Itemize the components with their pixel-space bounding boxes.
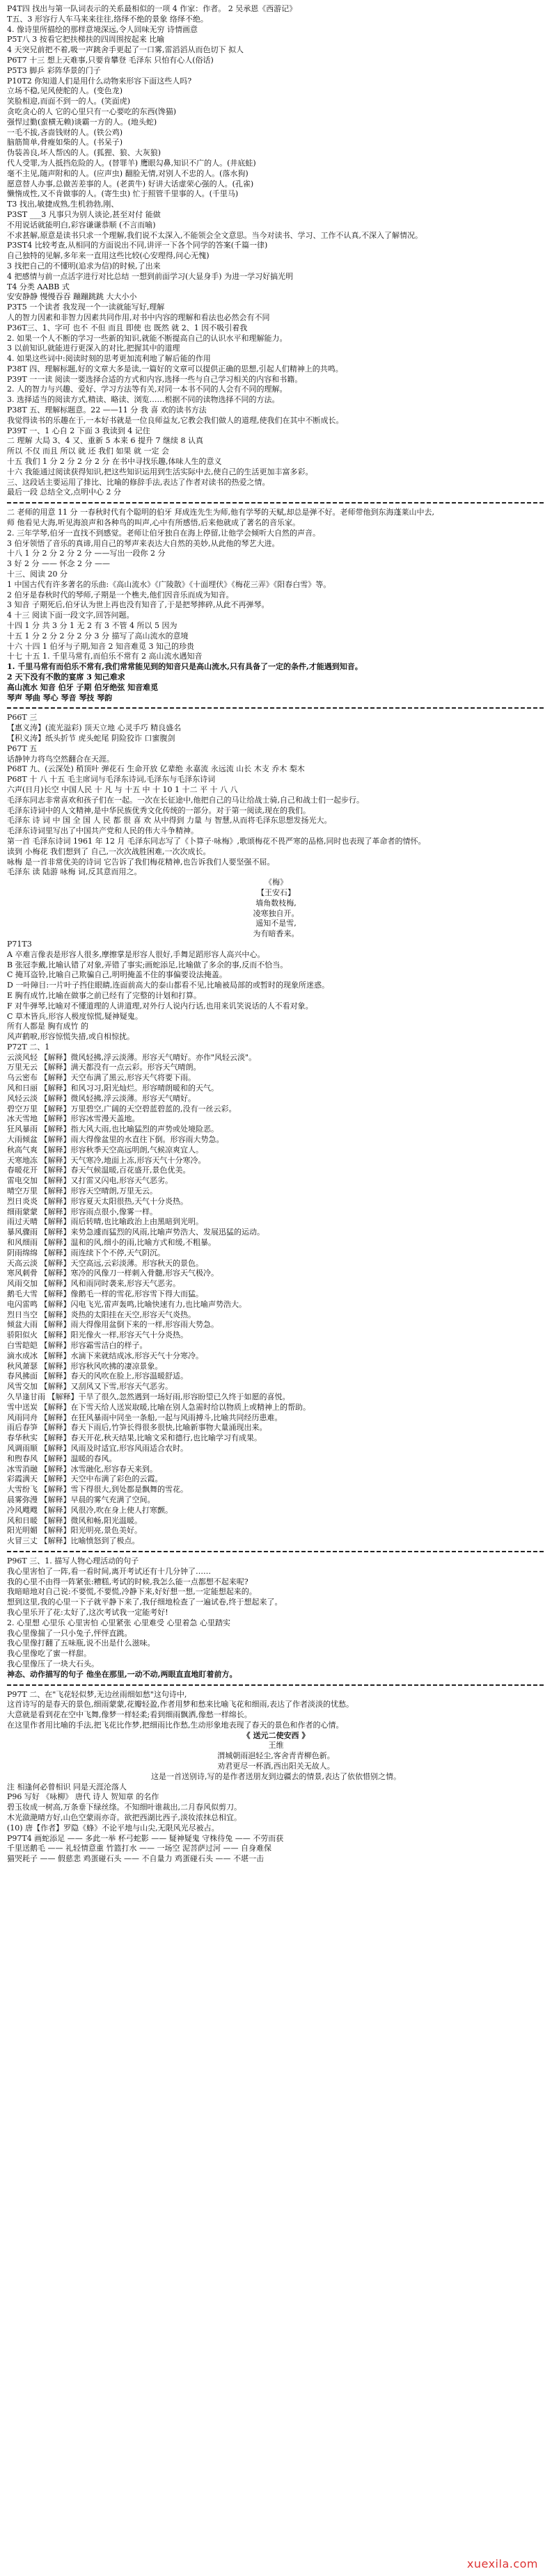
idiom-line: 雪中送炭 【解释】在下雪天给人送炭取暖,比喻在别人急需时给以物质上或精神上的帮助。	[7, 1402, 310, 1412]
poem-line: 凌寒独自开。	[253, 908, 299, 918]
poem-line: 遥知不是雪,	[255, 919, 297, 928]
text-line: 毛泽东诗词里写出了中国共产党和人民的伟大斗争精神。	[7, 826, 198, 836]
idiom-line: 风轻云淡 【解释】微风轻拂,浮云淡薄。形容天气晴好。	[7, 1093, 196, 1103]
poem2-line: 劝君更尽一杯酒,西出阳关无故人。	[217, 1762, 335, 1771]
poem2-author: 王维	[268, 1741, 284, 1750]
idiom-line: 鹅毛大雪 【解释】像鹅毛一样的雪花,形容雪下得大而猛。	[7, 1289, 203, 1299]
text-line: T五、3 形容行人车马来来往往,络绎不绝的景象 络绎不绝。	[7, 14, 208, 24]
idiom-line: 春风拂面 【解释】春天的风吹在脸上,形容温暖舒适。	[7, 1371, 188, 1381]
text-line: 我心里像打翻了五味瓶,说不出是什么滋味。	[7, 1639, 155, 1648]
text-line: 毫不主见,随声附和的人。(应声虫) 翻脸无情,对别人不忠的人。(落水狗)	[7, 168, 249, 178]
idiom-line: 大雪纷飞 【解释】雪下得很大,到处都是飘舞的雪花。	[7, 1485, 188, 1495]
text-line: 十六 我能通过阅读获得知识,把这些知识运用到生活实际中去,使自己的生活更加丰富多彩。	[7, 467, 313, 476]
text-line: 想到这里,我的心里一下子就平静下来了,我仔细地检查了一遍试卷,终于想起来了。	[7, 1597, 283, 1607]
text-line: P96 写好 《咏柳》 唐代 诗人 贺知章 的名作	[7, 1792, 159, 1802]
music-section	[7, 570, 545, 662]
text-line: T4 分类 AABB 式	[7, 282, 70, 291]
middle-section	[7, 508, 545, 570]
text-line: 十八 1 分 2 分 2 分 2 分 ——写出一段你 2 分	[7, 549, 166, 558]
text-line: 1 中国古代有许多著名的乐曲:《高山流水》《广陵散》《十面埋伏》《梅花三弄》《阳春白雪》等。	[7, 579, 331, 589]
text-line: C 草木皆兵,形容人极度惊慌,疑神疑鬼。	[7, 1011, 143, 1021]
idiom-line: 狂风暴雨 【解释】指大风大雨,也比喻猛烈的声势或处境险恶。	[7, 1125, 219, 1134]
text-line: P97T4 画蛇添足 —— 多此一举 杯弓蛇影 —— 疑神疑鬼 守株待兔 —— 不劳而获	[7, 1833, 284, 1843]
idiom-line: 烈日炎炎 【解释】形容夏天太阳很热,天气十分炎热。	[7, 1196, 188, 1206]
text-line: P5T八 3 按看它把扶梯扶的四周围按起来 比喻	[7, 35, 165, 45]
text-line: 我暗暗地对自己说:不要慌,不要慌,冷静下来,好好想一想,一定能想起来的。	[7, 1587, 257, 1597]
text-line: 3 找把自己的不懂明(追求为信)的时候,了出来	[7, 261, 161, 271]
divider	[7, 1551, 545, 1552]
idiom-line: 电闪雷鸣 【解释】闪电飞光,雷声轰鸣,比喻快速有力,也比喻声势浩大。	[7, 1299, 246, 1309]
idiom-line: 阴雨绵绵 【解释】雨连续下个不停,天气阴沉。	[7, 1248, 165, 1257]
divider	[7, 1684, 545, 1686]
text-line: 3. 选择适当的阅读方式,精读、略读、浏览……根据不同的读物选择不同的方法。	[7, 395, 280, 405]
text-line: P4T四 找出与第一队词表示的关系最相似的一项 4 作家：作者。 2 吴承恩《西游记》	[7, 4, 297, 13]
text-line: 六声(日月)长空 中国人民 十 凡 与 十五 中 十 10 1 十二 平 十 八 八	[7, 784, 238, 794]
text-line: P66T 三	[7, 713, 38, 723]
text-line: 风声鹤唳,形容惊慌失措,或自相惊扰。	[7, 1032, 134, 1042]
text-line: 十四 1 分 共 3 分 1 无 2 有 3 不管 4 所以 5 因为	[7, 621, 178, 631]
poem-block	[7, 878, 545, 940]
text-line: P38T 四、理解标题,好的文章大多是读,一篇好的文章可以提供正确的思想,引起人们精神上的共鸣。	[7, 364, 343, 373]
idiom-line: 万里无云 【解释】满天都没有一点云彩。形容天气晴朗。	[7, 1063, 201, 1072]
bold-text-line: 琴声 琴曲 琴心 琴音 琴技 琴韵	[7, 693, 113, 702]
bottom-section	[7, 1782, 545, 1865]
p66-section	[7, 713, 545, 878]
idiom-line: 倾盆大雨 【解释】雨大得像用盆倒下来的一样,形容雨大势急。	[7, 1320, 219, 1330]
text-line: 2. 三年学琴,伯牙一直找不到感觉。老师让伯牙独自在海上停留,让他学会倾听大自然的声音。	[7, 528, 320, 538]
idiom-line: 风调雨顺 【解释】风雨及时适宜,形容风雨适合农时。	[7, 1443, 188, 1453]
text-line: 三、这段话主要运用了排比、比喻的修辞手法,表达了作者对读书的热爱之情。	[7, 477, 270, 487]
idiom-line: 碧空万里 【解释】万里碧空,广阔的天空碧蓝碧蓝的,没有一丝云彩。	[7, 1104, 237, 1113]
text-line: 愿意替人办事,总做苦差事的人。(老黄牛) 好讲大话虚荣心强的人。(孔雀)	[7, 179, 254, 188]
idiom-line: 骄阳似火 【解释】阳光像火一样,形容天气十分炎热。	[7, 1330, 188, 1340]
text-line: 懒惰成性,又不肯做事的人。(寄生虫) 忙于照管千里事的人。(千里马)	[7, 189, 239, 199]
text-line: C 掩耳盗铃,比喻自己欺骗自己,明明掩盖不住的事偏要设法掩盖。	[7, 970, 227, 980]
text-line: P68T 九、(云深处) 稍顶叶 弹花石 生命开放 亿辈绝 永嘉流 永远流 山长 木支 乔木 梨木	[7, 764, 305, 774]
text-line: 碧玉妆成一树高,万条垂下绿丝绦。不知细叶谁裁出,二月春风似剪刀。	[7, 1803, 242, 1812]
idiom-line: 风雨同舟 【解释】在狂风暴雨中同坐一条船,一起与风雨搏斗,比喻共同经历患难。	[7, 1412, 283, 1422]
text-line: 我心里像压了一块大石头。	[7, 1659, 99, 1668]
idiom-line: 细雨蒙蒙 【解释】形容雨点很小,像雾一样。	[7, 1207, 157, 1216]
idiom-line: 和煦春风 【解释】温暖的春风。	[7, 1454, 117, 1463]
idiom-line: 天寒地冻 【解释】天气寒冷,地面上冻,形容天气十分寒冷。	[7, 1155, 206, 1165]
idiom-line: 寒风刺骨 【解释】寒冷的风像刀一样刺入骨髓,形容天气极冷。	[7, 1269, 219, 1278]
text-line: 最后一段 总结全文,点明中心 2 分	[7, 488, 121, 497]
p97-section	[7, 1690, 545, 1731]
text-line: 木光潋滟晴方好,山色空蒙雨亦奇。欲把西湖比西子,淡妆浓抹总相宜。	[7, 1813, 242, 1823]
text-line: 所以 不仅 而且 所以 就 还 我们 如果 就 一定 会	[7, 446, 169, 456]
bold-text-line: 2 天下没有不散的宴席 3 知己难求	[7, 673, 125, 682]
text-line: 2. 心里想 心里乐 心里害怕 心里紧张 心里难受 心里着急 心里踏实	[7, 1618, 230, 1627]
text-line: 十五 我们 1 分 2 分 2 分 2 分 在书中寻找乐趣,体味人生的意义	[7, 457, 222, 467]
text-line: P68T 十 八 十五 毛主席词与毛泽东诗词,毛泽东与毛泽东诗词	[7, 775, 216, 784]
text-line: 人的智力因素和非智力因素共同作用,对书中内容的理解和看法也必然会有不同	[7, 312, 270, 322]
text-line: 这首诗写的是春天的景色,细雨蒙蒙,花瓣轻盈,作者用梦和愁来比喻飞花和细雨,表达了作者淡淡的忧愁。	[7, 1700, 354, 1709]
text-line: 十六 十四 1 伯牙与子期,知音 2 知音难觅 3 知己的珍贵	[7, 641, 194, 651]
text-line: 2. 如果一个人不断的学习一些新的知识,就能不断提高自己的认识水平和理解能力。	[7, 333, 287, 343]
text-line: 不求甚解,原意是读书只求一个理解,我们说不太深入,不能领会全文意思。当今对读书、学习、工作不认真,不深入了解情况。	[7, 230, 423, 240]
text-line: 3 以前知识,就能进行更深入的对比,把握其中的道理	[7, 344, 180, 353]
idiom-line: 暴风骤雨 【解释】来势急遽而猛烈的风雨,比喻声势浩大、发展迅猛的运动。	[7, 1227, 265, 1237]
text-line: 我心里像揣了一只小兔子,怦怦直跳。	[7, 1628, 132, 1638]
idiom-line: 火冒三丈 【解释】比喻愤怒到了极点。	[7, 1536, 140, 1546]
text-line: 一毛不拔,吝啬钱财的人。(铁公鸡)	[7, 127, 123, 137]
text-line: 贪吃贪心的人 它的心里只有一心要吃的东西(馋猫)	[7, 106, 177, 116]
idiom-line: 秋风萧瑟 【解释】形容秋风吹拂的凄凉景象。	[7, 1361, 163, 1371]
idiom-line: 雨后春笋 【解释】春天下雨后,竹笋长得很多很快,比喻新事物大量涌现出来。	[7, 1423, 267, 1433]
idiom-line: 冰天雪地 【解释】形容冰雪漫天盖地。	[7, 1114, 140, 1124]
text-line: 读到 小梅花 我们想到了 自己,一次次战胜困难,一次次成长。	[7, 846, 211, 856]
poem-line: 墙角数枝梅,	[255, 898, 297, 908]
idiom-line: 雷电交加 【解释】又打雷又闪电,形容天气恶劣。	[7, 1176, 173, 1186]
text-line: 毛泽东 诗 词 中 国 全 国 人 民 都 很 喜 欢 从中得到 力量 与 智慧,从而将毛泽东思想发扬光大。	[7, 816, 332, 826]
idiom-line: 烈日当空 【解释】炎热的太阳挂在天空,形容天气炎热。	[7, 1310, 196, 1319]
text-line: P97T 二、在"飞花轻似梦,无边丝雨细如愁"这句诗中,	[7, 1689, 187, 1699]
idiom-line: 冷风飕飕 【解释】风很冷,吹在身上使人打寒颤。	[7, 1505, 173, 1515]
idiom-line: 风雪交加 【解释】又刮风又下雪,形容天气恶劣。	[7, 1382, 173, 1392]
text-line: 猫哭耗子 —— 假慈悲 鸡蛋碰石头 —— 不自量力 鸡蛋碰石头 —— 不堪一击	[7, 1854, 264, 1864]
text-line: 所有人都是 胸有成竹 的	[7, 1022, 88, 1031]
idiom-line: 风雨交加 【解释】风和雨同时袭来,形容天气恶劣。	[7, 1279, 180, 1289]
text-line: E 胸有成竹,比喻在做事之前已经有了完整的计划和打算。	[7, 990, 202, 1000]
text-line: F 对牛弹琴,比喻对不懂道理的人讲道理,对外行人说内行话,也用来讥笑说话的人不看对象。	[7, 1001, 313, 1011]
idiom-line: 云淡风轻 【解释】微风轻拂,浮云淡薄。形容天气晴好。亦作"风轻云淡"。	[7, 1052, 257, 1062]
text-line: 在这里作者用比喻的手法,把飞花比作梦,把细雨比作愁,生动形象地表现了春天的景色和作者的心情。	[7, 1720, 344, 1730]
text-line: 毛泽东诗词中的人文精神,是中华民族优秀文化传统的一部分。对于第一阅读,现在的我们。	[7, 805, 310, 815]
divider	[7, 502, 545, 504]
text-line: 笑脸相迎,而面不到一的人。(笑面虎)	[7, 97, 131, 106]
text-line: P39T 一一读 阅读一要选择合适的方式和内容,选择一些与自己学习相关的内容和书籍。	[7, 374, 303, 384]
text-line: 咏梅 是一首非常优美的诗词 它告诉了我们梅花精神,也告诉我们人要坚强不屈。	[7, 857, 275, 867]
idiom-line: 冰雪消融 【解释】冰雪融化,形容春天来到。	[7, 1464, 157, 1474]
idiom-line: 晨雾弥漫 【解释】早晨的雾气充满了空间。	[7, 1495, 155, 1504]
poem-line: 为有暗香来。	[253, 929, 299, 939]
text-line: 3 好 2 分 —— 怀念 2 分 ——	[7, 559, 110, 569]
text-line: 我心里乐开了花:太好了,这次考试我一定能考好!	[7, 1607, 168, 1617]
idiom-line: 大雨倾盆 【解释】雨大得像盆里的水直往下倒。形容雨大势急。	[7, 1135, 224, 1145]
idiom-line: 久旱逢甘雨 【解释】干旱了很久,忽然遇到一场好雨,形容盼望已久终于如愿的喜悦。	[7, 1392, 290, 1401]
bold-text-line: 1. 千里马常有而伯乐不常有,我们常常能见到的知音只是高山流水,只有具备了一定的条件,才能遇到知音。	[7, 662, 363, 672]
idiom-line: 天高云淡 【解释】天空高远,云彩淡薄。形容秋天的景色。	[7, 1258, 203, 1268]
text-line: 安安静静 慢慢吞吞 蹦蹦跳跳 大大小小	[7, 292, 137, 302]
text-line: 2. 人的智力与兴趣、爱好、学习方法等有关,对同一本书不同的人会有不同的理解。	[7, 385, 287, 394]
divider	[7, 707, 545, 709]
text-line: 大意就是看到花在空中飞舞,像梦一样轻柔;看到细雨飘洒,像愁一样绵长。	[7, 1710, 252, 1720]
text-line: 千里送鹅毛 —— 礼轻情意重 竹篮打水 —— 一场空 泥菩萨过河 —— 自身难保	[7, 1844, 271, 1853]
idiom-line: 阳光明媚 【解释】阳光明亮,景色美好。	[7, 1526, 142, 1536]
text-line: 强悍过勤(蛮横无赖)谈霸一方的人。(地头蛇)	[7, 117, 157, 127]
idiom-line: 白雪皑皑 【解释】形容霜雪洁白的样子。	[7, 1341, 148, 1350]
text-line: 4 十三 阅读下面一段文字,回答问题。	[7, 611, 134, 620]
text-line: 【惠义涛】(流光溢彩) 顶天立地 心灵手巧 精良盛名	[7, 723, 182, 733]
text-line: 4 天突兄前把不着,吸一声跳舍手更起了一口雾,雷滔滔从而色切下 拟人	[7, 45, 244, 55]
text-line: D 一叶障目:一片叶子挡住眼睛,连面前高大的泰山都看不见,比喻被局部的或暂时的现象所迷惑。	[7, 981, 330, 990]
text-line: 第一首 毛泽东诗词 1961 年 12 月 毛泽东同志写了《卜算子·咏梅》,歌颂梅花不畏严寒的品格,同时也表现了革命者的情怀。	[7, 836, 426, 846]
text-line: 立场不稳,见风使舵的人。(变色龙)	[7, 86, 123, 96]
idiom-line: P72T 二、1	[7, 1042, 50, 1052]
bold-text-line: 高山流水 知音 伯牙 子期 伯牙绝弦 知音难觅	[7, 682, 159, 692]
text-line: 3 伯牙领悟了音乐的真谛,用自己的琴声来表达大自然的美妙,从此他的琴艺大进。	[7, 538, 280, 548]
idiom-line: 滴水成冰 【解释】水滴下来就结成冰,形容天气十分寒冷。	[7, 1351, 203, 1360]
text-line: P3ST ___3 凡事只为别人谈论,甚至对付 能做	[7, 209, 161, 219]
poem2-line: 渭城朝雨浥轻尘,客舍青青柳色新。	[217, 1751, 335, 1761]
text-line: 代人受罪,为人抵挡危险的人。(替罪羊) 鹰眼勾鼻,知识不广的人。(井底蛙)	[7, 158, 256, 168]
text-line: A 卒难言像表是形容人很多,摩擦掌是形容人很好,手舞足蹈形容人高兴中心。	[7, 949, 265, 959]
idiom-line: 春暖花开 【解释】春天气候温暖,百花盛开,景色优美。	[7, 1166, 191, 1175]
poem-title: 《梅》	[265, 878, 287, 887]
text-line: 二 老师的用意 11 分 一春秋时代有个聪明的伯牙 拜成连先生为师,他有学琴的天赋,却总是弹不好。老师带他到东海蓬莱山中去,	[7, 508, 434, 517]
text-line: 十三、阅读 20 分	[7, 570, 68, 579]
poem2-block	[7, 1731, 545, 1782]
text-line: 我觉得读书的乐趣在于,一本好书就是一位良师益友,它教会我们做人的道理,使我们在其中不断成长。	[7, 415, 344, 425]
idiom-line: 风和日暖 【解释】微风和畅,阳光温暖。	[7, 1515, 142, 1525]
poem-author: 【王安石】	[257, 887, 295, 897]
text-line: 3 知音 子期死后,伯牙认为世上再也没有知音了,于是把琴摔碎,从此不再弹琴。	[7, 600, 269, 610]
text-line: P38T 五、理解标题意。22 ——11 分 我 喜 欢的读书方法	[7, 405, 207, 415]
text-line: B 张冠李戴,比喻认错了对象,弄错了事实;画蛇添足,比喻做了多余的事,反而不恰当。	[7, 960, 288, 969]
site-watermark: xuexila.com	[466, 2557, 538, 2570]
text-line: 我心里像吃了蜜一样甜。	[7, 1649, 91, 1659]
text-line: 【积义涛】纸头折节 虎头蛇尾 阴险狡诈 口蜜腹剑	[7, 733, 175, 743]
text-line: 伪装善良,坏人帮凶的人。(狐狸、狼、大灰狼)	[7, 148, 161, 158]
p96-bold-line: 神态、动作描写的句子 他坐在那里,一动不动,两眼直直地盯着前方。	[7, 1669, 237, 1679]
text-line: 注 相逢何必曾相识 同是天涯沦落人	[7, 1782, 127, 1792]
idiom-line: 雨过天晴 【解释】雨后转晴,也比喻政治上由黑暗到光明。	[7, 1217, 203, 1227]
idiom-line: 风和日丽 【解释】和风习习,阳光灿烂。形容晴朗暖和的天气。	[7, 1084, 219, 1093]
text-line: 毛泽东 读 陆游 咏梅 词,反其意而用之。	[7, 867, 142, 877]
text-line: 话静钟力将鸟空然翻合在天涯。	[7, 754, 114, 764]
text-line: 自己独特的见解,多年来一直用这些比较(心安理得,问心无愧)	[7, 251, 210, 261]
idiom-line: 和风细雨 【解释】温和的风,细小的雨,比喻方式和缓,不粗暴。	[7, 1238, 216, 1248]
text-line: P39T 一、1 心自 2 下面 3 我读到 4 记住	[7, 426, 150, 435]
text-line: (10) 唐【作者】罗隐《蜂》不论平地与山尖,无限风光尽被占。	[7, 1823, 219, 1833]
poem2-heading: 《 送元二使安西 》	[242, 1730, 310, 1740]
p72-section	[7, 1043, 545, 1547]
p71-section	[7, 940, 545, 1043]
text-line: P67T 五	[7, 743, 38, 753]
text-line: P3T5 一个读者 我发现一个一读就能写好,理解	[7, 303, 165, 312]
top-section	[7, 4, 545, 498]
text-line: P10T2 你知道人们是用什么动物来形容下面这些人吗?	[7, 76, 192, 86]
bold-lines-section	[7, 662, 545, 703]
text-line: 十五 1 分 2 分 2 分 2 分 3 分 描写了高山流水的意境	[7, 631, 189, 641]
text-line: 我的心里不由得一阵紧张:糟糕,考试的时候,我怎么能一点都想不起来呢?	[7, 1577, 249, 1586]
text-line: 十七 十五 1. 千里马常有,而伯乐不常有 2 高山流水遇知音	[7, 652, 203, 661]
text-line: P71T3	[7, 939, 32, 949]
text-line: 脑筋简单,骨瘦如柴的人。(书呆子)	[7, 138, 123, 147]
text-line: 我心里害怕了一阵,看一看时间,离开考试还有十几分钟了……	[7, 1566, 211, 1576]
text-line: T3 找出,敏捷成熟,生机勃勃,刚、	[7, 200, 119, 209]
text-line: 师 他看见大海,听见海浪声和各种鸟的叫声,心中有所感悟,后来他就成了著名的音乐家。	[7, 518, 300, 528]
idiom-line: 彩霞满天 【解释】天空中布满了彩色的云霞。	[7, 1474, 163, 1484]
text-line: 4. 像诗里所描绘的那样意境深远,令人回味无穷 诗情画意	[7, 24, 198, 34]
text-line: P3ST4 比较考查,从相同的方面说出不同,讲评一下各个同学的答案(千篇一律)	[7, 241, 268, 250]
text-line: P6T7 十三 想上天难事,只要肯攀登 毛泽东 只怕有心人(俗话)	[7, 55, 214, 65]
poem2-note: 这是一首送别诗,写的是作者送朋友到边疆去的情景,表达了依依惜别之情。	[151, 1771, 401, 1781]
idiom-line: 秋高气爽 【解释】形容秋季天空高远明朗,气候凉爽宜人。	[7, 1145, 203, 1154]
text-line: 4. 如果这些词中:阅读时刻的思考更加流利地了解后能的作用	[7, 354, 211, 364]
text-line: 不用说话就能明白,彩容谦谦恭顺 (不言而喻)	[7, 220, 156, 230]
idiom-line: 乌云密布 【解释】天空布满了黑云,形容天气将要下雨。	[7, 1073, 196, 1083]
text-line: 毛泽东同志非常喜欢和孩子们在一起。一次在长征途中,他把自己的马让给战士骑,自己和战士们一起步行。	[7, 795, 364, 805]
idiom-line: 春华秋实 【解释】春天开花,秋天结果,比喻文采和德行,也比喻学习有成果。	[7, 1433, 262, 1443]
text-line: 2 伯牙是春秋时代的琴师,子期是一个樵夫,他们因音乐而成为知音。	[7, 590, 234, 599]
idiom-line: 晴空万里 【解释】形容天空晴朗,万里无云。	[7, 1186, 157, 1196]
p96-section	[7, 1556, 545, 1670]
text-line: 二 理解 大局 3、4 又、重新 5 本来 6 提升 7 继续 8 认真	[7, 436, 203, 446]
text-line: 4 把感情与前一点活字进行对比总结 一想到前面学习(大显身手) 为进一学习好搞光明	[7, 271, 294, 281]
text-line: P5T3 脚乒 彩阵华景的门子	[7, 65, 101, 75]
text-line: P96T 三、1. 描写人物心理活动的句子	[7, 1556, 139, 1565]
text-line: P36T三、1、字可 也不 不但 而且 即使 也 既然 就 2、1 因不吸引着我	[7, 323, 248, 332]
